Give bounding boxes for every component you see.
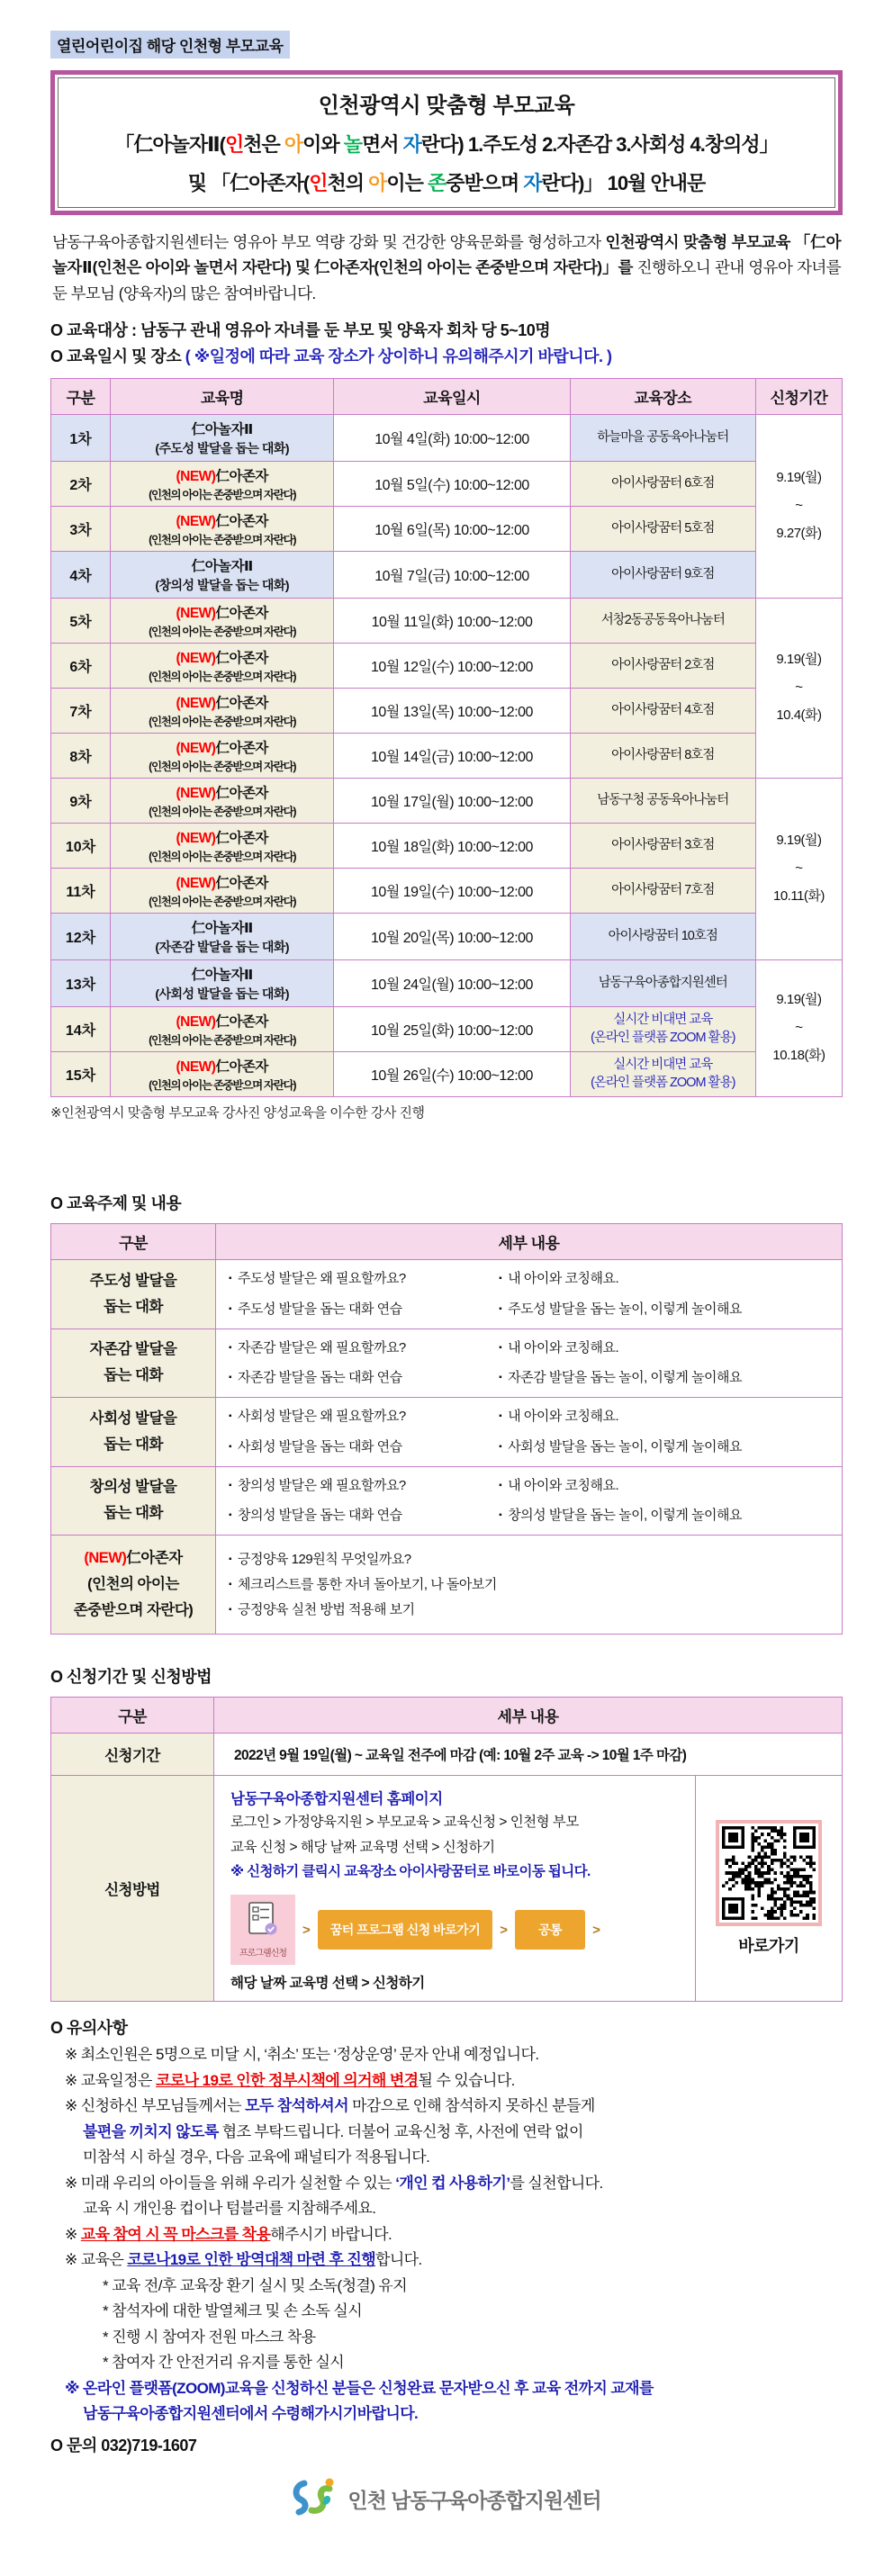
course-name [111, 1007, 334, 1052]
notice-line: ※ 미래 우리의 아이들을 위해 우리가 실천할 수 있는 ‘개인 컵 사용하기’를 실천합니다. [65, 2174, 603, 2192]
schedule-row [51, 507, 843, 552]
course-datetime: 10월 24일(월) 10:00~12:00 [334, 960, 570, 1007]
session-number: 6차 [51, 644, 111, 689]
title-line-3: 및 「仁아존자(인천의 아이는 존중받으며 자란다)」 10월 안내문 [187, 172, 706, 194]
notice-line: ※ 교육 참여 시 꼭 마스크를 착용해주시기 바랍니다. [65, 2225, 392, 2243]
course-datetime: 10월 14일(금) 10:00~12:00 [334, 734, 570, 779]
course-name-title: (NEW)仁아존자 [176, 606, 268, 622]
course-name-subtitle: (인천의 아이는 존중받으며 자란다) [149, 1034, 296, 1048]
topic-bullet: ▪ 주도성 발달을 돕는 놀이, 이렇게 놀이해요 [499, 1301, 743, 1317]
apply-path-line-2: 교육 신청 > 해당 날짜 교육명 선택 > 신청하기 [230, 1840, 495, 1856]
course-name-subtitle: (자존감 발달을 돕는 대화) [155, 940, 290, 955]
notices-list [50, 2043, 843, 2426]
new-badge: (NEW) [176, 876, 216, 892]
notices-heading: O 유의사항 [50, 2019, 128, 2038]
notice-line: ※ 온라인 플랫폼(ZOOM)교육을 신청하신 분들은 신청완료 문자받으신 후 교육 전까지 교재를 [65, 2379, 654, 2397]
notice-line: ※ 신청하신 부모님들께서는 모두 참석하셔서 마감으로 인해 참석하지 못하신 분들게 [65, 2097, 595, 2115]
course-place: 아이사랑꿈터 5호점 [570, 507, 755, 552]
course-name-title: 仁아놀자Ⅱ [191, 968, 253, 984]
topics-table [50, 1223, 843, 1635]
course-name-title: (NEW)仁아존자 [176, 651, 268, 667]
apply-period-label: 신청기간 [51, 1734, 214, 1776]
course-name [111, 824, 334, 869]
notice-line: 미참석 시 하실 경우, 다음 교육에 패널티가 적용됩니다. [83, 2148, 430, 2166]
topic-label: 자존감 발달을 돕는 대화 [51, 1329, 216, 1398]
course-name [111, 960, 334, 1007]
session-number: 10차 [51, 824, 111, 869]
apply-col-header-details: 세부 내용 [214, 1698, 843, 1734]
topic-label: 주도성 발달을 돕는 대화 [51, 1260, 216, 1329]
course-name-title: (NEW)仁아존자 [176, 1059, 268, 1076]
contact-line: O 문의 032)719-1607 [50, 2436, 197, 2454]
new-badge: (NEW) [176, 741, 216, 757]
course-name-title: (NEW)仁아존자 [176, 741, 268, 757]
qr-code[interactable] [716, 1820, 822, 1926]
schedule-row [51, 869, 843, 914]
course-name-subtitle: (인천의 아이는 존중받으며 자란다) [149, 671, 296, 684]
notice-line: ※ 교육은 코로나19로 인한 방역대책 마련 후 진행합니다. [65, 2251, 422, 2269]
course-place: 남동구청 공동육아나눔터 [570, 779, 755, 824]
footer [50, 2476, 843, 2522]
topic-bullet: ▪ 사회성 발달은 왜 필요할까요? [229, 1409, 406, 1425]
session-number: 7차 [51, 689, 111, 734]
topic-bullet: ▪ 긍정양육 실천 방법 적용해 보기 [229, 1601, 415, 1617]
apply-period-value: 2022년 9월 19일(월) ~ 교육일 전주에 마감 (예: 10월 2주 교육 -> 10월 1주 마감) [214, 1734, 843, 1776]
topic-label: 창의성 발달을 돕는 대화 [51, 1466, 216, 1536]
schedule-row [51, 779, 843, 824]
course-datetime: 10월 7일(금) 10:00~12:00 [334, 552, 570, 599]
topic-row [51, 1260, 843, 1329]
qr-cell [696, 1776, 843, 2002]
topic-bullet: ▪ 체크리스트를 통한 자녀 돌아보기, 나 돌아보기 [229, 1576, 497, 1592]
topics-col-header-details: 세부 내용 [216, 1224, 843, 1260]
course-datetime: 10월 4일(화) 10:00~12:00 [334, 415, 570, 462]
course-name-title: (NEW)仁아존자 [176, 1014, 268, 1031]
course-name-subtitle: (주도성 발달을 돕는 대화) [155, 441, 290, 456]
program-apply-icon-label: 프로그램신청 [239, 1949, 286, 1959]
course-name [111, 644, 334, 689]
bullet-education-target: O 교육대상 : 남동구 관내 영유아 자녀를 둔 부모 및 양육자 회차 당 5~10명 [50, 321, 551, 340]
course-place: 아이사랑꿈터 8호점 [570, 734, 755, 779]
topic-bullet: ▪ 자존감 발달은 왜 필요할까요? [229, 1339, 406, 1356]
course-name [111, 507, 334, 552]
course-name-subtitle: (인천의 아이는 존중받으며 자란다) [149, 1079, 296, 1093]
session-number: 5차 [51, 599, 111, 644]
topic-bullet: ▪ 사회성 발달을 돕는 놀이, 이렇게 놀이해요 [499, 1438, 743, 1455]
topic-bullet: ▪ 자존감 발달을 돕는 대화 연습 [229, 1370, 402, 1386]
schedule-footnote: ※인천광역시 맞춤형 부모교육 강사진 양성교육을 이수한 강사 진행 [50, 1105, 425, 1121]
apply-note: ※ 신청하기 클릭시 교육장소 아이사랑꿈터로 바로이동 됩니다. [230, 1864, 591, 1880]
notice-line: 남동구육아종합지원센터에서 수령해가시기바랍니다. [83, 2405, 419, 2423]
schedule-table-body [51, 415, 843, 1097]
topic-bullet: ▪ 창의성 발달은 왜 필요할까요? [229, 1477, 406, 1493]
topic-bullet: ▪ 주도성 발달을 돕는 대화 연습 [229, 1301, 402, 1317]
common-button[interactable]: 공통 [515, 1910, 585, 1950]
topic-content [216, 1260, 843, 1329]
topic-row [51, 1536, 843, 1635]
topic-bullet: ▪ 내 아이와 코칭해요. [499, 1339, 619, 1356]
new-badge: (NEW) [176, 1014, 216, 1031]
topic-row [51, 1329, 843, 1398]
center-logo-icon [292, 2476, 338, 2522]
new-badge: (NEW) [176, 831, 216, 847]
apply-heading: O 신청기간 및 신청방법 [50, 1668, 212, 1687]
title-line-1: 인천광역시 맞춤형 부모교육 [318, 94, 575, 118]
course-name [111, 689, 334, 734]
topics-table-body [51, 1260, 843, 1635]
notice-line: 불편을 끼치지 않도록 협조 부탁드립니다. 더불어 교육신청 후, 사전에 연락 없이 [83, 2122, 583, 2140]
notice-line: * 참석자에 대한 발열체크 및 손 소독 실시 [103, 2302, 363, 2320]
new-badge: (NEW) [176, 606, 216, 622]
session-number: 15차 [51, 1052, 111, 1097]
course-datetime: 10월 18일(화) 10:00~12:00 [334, 824, 570, 869]
notice-line: ※ 최소인원은 5명으로 미달 시, ‘취소’ 또는 ‘정상운영’ 문자 안내 예정입니다. [65, 2046, 539, 2064]
course-place: 아이사랑꿈터 7호점 [570, 869, 755, 914]
program-apply-icon-box [230, 1895, 295, 1965]
topic-label: (NEW)仁아존자 (인천의 아이는 존중받으며 자란다) [51, 1536, 216, 1635]
session-number: 12차 [51, 914, 111, 960]
course-name-subtitle: (사회성 발달을 돕는 대화) [155, 986, 290, 1002]
document-tag: 열린어린이집 해당 인천형 부모교육 [50, 31, 290, 59]
schedule-row [51, 824, 843, 869]
session-number: 9차 [51, 779, 111, 824]
course-place: 실시간 비대면 교육 (온라인 플랫폼 ZOOM 활용) [570, 1007, 755, 1052]
session-number: 14차 [51, 1007, 111, 1052]
course-name-subtitle: (인천의 아이는 존중받으며 자란다) [149, 851, 296, 864]
flow-arrow-icon: > [302, 1922, 311, 1938]
col-header-session: 구분 [51, 379, 111, 415]
schedule-row [51, 552, 843, 599]
course-name-title: 仁아놀자Ⅱ [191, 559, 253, 575]
topic-bullet: ▪ 자존감 발달을 돕는 놀이, 이렇게 놀이해요 [499, 1370, 743, 1386]
course-name [111, 1052, 334, 1097]
course-name-subtitle: (인천의 아이는 존중받으며 자란다) [149, 626, 296, 639]
notice-line: * 교육 전/후 교육장 환기 실시 및 소독(청결) 유지 [103, 2276, 408, 2294]
application-period: 9.19(월) ~ 9.27(화) [755, 415, 842, 599]
course-name [111, 869, 334, 914]
session-number: 2차 [51, 462, 111, 507]
topic-bullet: ▪ 내 아이와 코칭해요. [499, 1409, 619, 1425]
apply-site-name: 남동구육아종합지원센터 홈페이지 [230, 1791, 443, 1808]
new-badge: (NEW) [176, 651, 216, 667]
course-place: 아이사랑꿈터 2호점 [570, 644, 755, 689]
topic-bullet: ▪ 사회성 발달을 돕는 대화 연습 [229, 1438, 402, 1455]
course-place: 아이사랑꿈터 4호점 [570, 689, 755, 734]
topic-bullet: ▪ 긍정양육 129원칙 무엇일까요? [229, 1552, 411, 1568]
title-box-inner [58, 77, 835, 208]
topic-content [216, 1466, 843, 1536]
schedule-row [51, 734, 843, 779]
notice-line: * 진행 시 참여자 전원 마스크 착용 [103, 2328, 316, 2346]
course-name-title: (NEW)仁아존자 [176, 514, 268, 530]
topic-label: 사회성 발달을 돕는 대화 [51, 1398, 216, 1467]
course-name-title: (NEW)仁아존자 [176, 696, 268, 712]
course-datetime: 10월 25일(화) 10:00~12:00 [334, 1007, 570, 1052]
course-name [111, 779, 334, 824]
course-name [111, 415, 334, 462]
apply-flow-caption: 해당 날짜 교육명 선택 > 신청하기 [230, 1976, 425, 1992]
col-header-period: 신청기간 [755, 379, 842, 415]
course-place: 남동구육아종합지원센터 [570, 960, 755, 1007]
session-number: 8차 [51, 734, 111, 779]
topic-content [216, 1329, 843, 1398]
course-name-subtitle: (인천의 아이는 존중받으며 자란다) [149, 716, 296, 729]
topic-bullet: ▪ 내 아이와 코칭해요. [499, 1271, 619, 1287]
course-name-subtitle: (인천의 아이는 존중받으며 자란다) [149, 489, 296, 502]
qr-caption: 바로가기 [738, 1937, 799, 1956]
schedule-row [51, 415, 843, 462]
course-name [111, 599, 334, 644]
course-name [111, 462, 334, 507]
new-badge: (NEW) [176, 1059, 216, 1076]
schedule-row [51, 960, 843, 1007]
apply-table [50, 1697, 843, 2002]
course-name-subtitle: (창의성 발달을 돕는 대화) [155, 578, 290, 593]
schedule-row [51, 1007, 843, 1052]
topics-col-header-category: 구분 [51, 1224, 216, 1260]
session-number: 1차 [51, 415, 111, 462]
course-datetime: 10월 11일(화) 10:00~12:00 [334, 599, 570, 644]
topic-row [51, 1466, 843, 1536]
course-datetime: 10월 19일(수) 10:00~12:00 [334, 869, 570, 914]
course-datetime: 10월 5일(수) 10:00~12:00 [334, 462, 570, 507]
dream-program-apply-button[interactable]: 꿈터 프로그램 신청 바로가기 [318, 1910, 492, 1950]
course-place: 아이사랑꿈터 10호점 [570, 914, 755, 960]
session-number: 3차 [51, 507, 111, 552]
topic-bullet: ▪ 내 아이와 코칭해요. [499, 1477, 619, 1493]
notice-line: 교육 시 개인용 컵이나 텀블러를 지참해주세요. [83, 2200, 376, 2218]
apply-method-label: 신청방법 [51, 1776, 214, 2002]
bullet-education-schedule: O 교육일시 및 장소 ( ※일정에 따라 교육 장소가 상이하니 유의해주시기 바랍니다. ) [50, 347, 612, 366]
notice-line: * 참여자 간 안전거리 유지를 통한 실시 [103, 2354, 345, 2372]
course-name [111, 734, 334, 779]
session-number: 11차 [51, 869, 111, 914]
topic-row [51, 1398, 843, 1467]
flow-arrow-icon: > [500, 1922, 508, 1938]
course-datetime: 10월 12일(수) 10:00~12:00 [334, 644, 570, 689]
course-name-title: 仁아놀자Ⅱ [191, 422, 253, 438]
apply-method-row [51, 1776, 843, 2002]
course-place: 서창2동공동육아나눔터 [570, 599, 755, 644]
notice-line: ※ 교육일정은 코로나 19로 인한 정부시책에 의거해 변경될 수 있습니다. [65, 2071, 515, 2089]
col-header-course: 교육명 [111, 379, 334, 415]
course-datetime: 10월 17일(월) 10:00~12:00 [334, 779, 570, 824]
notices-section [50, 2016, 843, 2456]
apply-col-header-category: 구분 [51, 1698, 214, 1734]
course-place: 아이사랑꿈터 9호점 [570, 552, 755, 599]
course-name-title: (NEW)仁아존자 [176, 831, 268, 847]
topic-content [216, 1536, 843, 1635]
course-datetime: 10월 6일(목) 10:00~12:00 [334, 507, 570, 552]
flow-arrow-icon: > [592, 1922, 600, 1938]
topic-bullet: ▪ 주도성 발달은 왜 필요할까요? [229, 1271, 406, 1287]
intro-paragraph: 남동구육아종합지원센터는 영유아 부모 역량 강화 및 건강한 양육문화를 형성하고자 인천광역시 맞춤형 부모교육 「仁아놀자Ⅱ(인천은 아이와 놀면서 자란다) 및 仁아존자(인천의 아이는 존중받으며 자란다)」를 진행하오니 관내 영유아 자녀를 둔 부모님 (양육자)의 많은 참여바랍니다. [52, 233, 842, 302]
apply-method-content [214, 1776, 696, 2002]
new-badge: (NEW) [176, 786, 216, 802]
new-badge: (NEW) [176, 696, 216, 712]
application-period: 9.19(월) ~ 10.4(화) [755, 599, 842, 779]
course-name [111, 552, 334, 599]
new-badge: (NEW) [176, 514, 216, 530]
schedule-row [51, 599, 843, 644]
center-logo-text: 인천 남동구육아종합지원센터 [347, 2488, 601, 2512]
course-place: 실시간 비대면 교육 (온라인 플랫폼 ZOOM 활용) [570, 1052, 755, 1097]
course-name-subtitle: (인천의 아이는 존중받으며 자란다) [149, 534, 296, 547]
course-name-title: (NEW)仁아존자 [176, 469, 268, 485]
course-name-title: (NEW)仁아존자 [176, 786, 268, 802]
schedule-row [51, 914, 843, 960]
apply-flow [230, 1895, 684, 1965]
apply-period-row [51, 1734, 843, 1776]
course-place: 하늘마을 공동육아나눔터 [570, 415, 755, 462]
application-period: 9.19(월) ~ 10.18(화) [755, 960, 842, 1097]
course-name-subtitle: (인천의 아이는 존중받으며 자란다) [149, 806, 296, 819]
schedule-row [51, 644, 843, 689]
apply-path-line-1: 로그인 > 가정양육지원 > 부모교육 > 교육신청 > 인천형 부모 [230, 1815, 579, 1831]
form-check-icon [248, 1901, 278, 1941]
course-place: 아이사랑꿈터 6호점 [570, 462, 755, 507]
topics-heading: O 교육주제 및 내용 [50, 1194, 182, 1213]
course-name-subtitle: (인천의 아이는 존중받으며 자란다) [149, 761, 296, 774]
session-number: 4차 [51, 552, 111, 599]
col-header-datetime: 교육일시 [334, 379, 570, 415]
course-name-title: (NEW)仁아존자 [176, 876, 268, 892]
course-datetime: 10월 20일(목) 10:00~12:00 [334, 914, 570, 960]
schedule-row [51, 1052, 843, 1097]
schedule-table-head [51, 379, 843, 415]
schedule-row [51, 689, 843, 734]
course-name [111, 914, 334, 960]
application-period: 9.19(월) ~ 10.11(화) [755, 779, 842, 960]
course-datetime: 10월 26일(수) 10:00~12:00 [334, 1052, 570, 1097]
course-datetime: 10월 13일(목) 10:00~12:00 [334, 689, 570, 734]
new-badge: (NEW) [176, 469, 216, 485]
course-name-title: 仁아놀자Ⅱ [191, 921, 253, 937]
course-place: 아이사랑꿈터 3호점 [570, 824, 755, 869]
topic-bullet: ▪ 창의성 발달을 돕는 대화 연습 [229, 1508, 402, 1524]
topic-content [216, 1398, 843, 1467]
topic-bullet: ▪ 창의성 발달을 돕는 놀이, 이렇게 놀이해요 [499, 1508, 743, 1524]
schedule-row [51, 462, 843, 507]
col-header-place: 교육장소 [570, 379, 755, 415]
schedule-table [50, 378, 843, 1097]
title-box [50, 70, 843, 215]
course-name-subtitle: (인천의 아이는 존중받으며 자란다) [149, 896, 296, 909]
title-line-2: 「仁아놀자Ⅱ(인천은 아이와 놀면서 자란다) 1.주도성 2.자존감 3.사회성 4.창의성」 [114, 133, 779, 156]
session-number: 13차 [51, 960, 111, 1007]
